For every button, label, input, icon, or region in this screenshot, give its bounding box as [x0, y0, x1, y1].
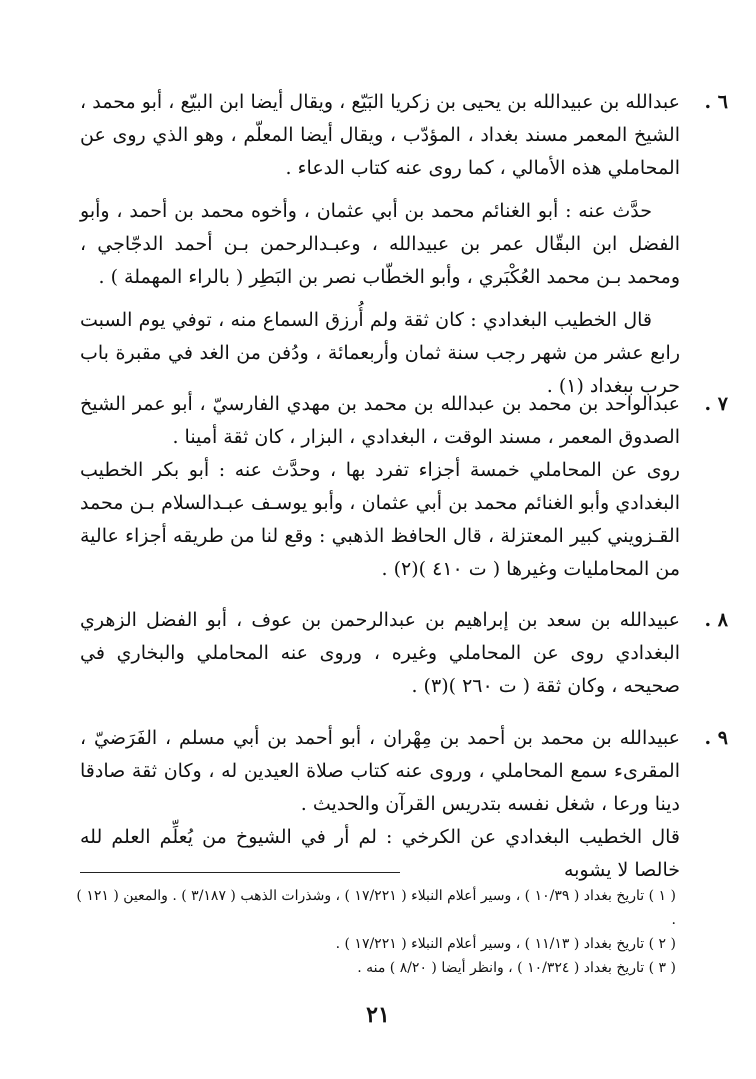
entry-paragraph: عبدالله بن عبيدالله بن يحيى بن زكريا البَيّع ، ويقال أيضا ابن البيّع ، أبو محمد ، الشيخ المعمر مسند بغداد ، المؤدّب ، ويقال أيضا المعلّم ، وهو الذي روى عن المحاملي هذه الأمالي ، كما روى عنه كتاب الدعاء . [80, 91, 680, 179]
footnotes [70, 884, 676, 980]
entry-paragraph: عبيدالله بن سعد بن إبراهيم بن عبدالرحمن بن عوف ، أبو الفضل الزهري البغدادي روى عن المحاملي وغيره ، وروى عنه المحاملي والبخاري في صحيحه ، وكان ثقة ( ت ٢٦٠ )(٣) . [80, 609, 680, 697]
entry-6 [80, 86, 728, 403]
footnote-2: ( ٢ ) تاريخ بغداد ( ١١/١٣ ) ، وسير أعلام النبلاء ( ١٧/٢٢١ ) . [335, 936, 676, 952]
entry-number: ٦ . [704, 91, 728, 113]
entry-paragraph: روى عن المحاملي خمسة أجزاء تفرد بها ، وحدَّث عنه : أبو بكر الخطيب البغدادي وأبو الغنائم محمد بن أبي عثمان ، وأبو يوسـف عبـدالسلام بـن محمد القـزويني كبير المعتزلة ، قال الحافظ الذهبي : وقع لنا من طريقه أجزاء عالية من المحامليات وغيرها ( ت ٤١٠ )(٢) . [80, 459, 680, 580]
entry-7 [80, 388, 728, 586]
entry-number: ٧ . [704, 393, 728, 415]
entry-number: ٩ . [704, 727, 728, 749]
entry-8 [80, 604, 728, 703]
entry-9 [80, 722, 728, 887]
footnote-3: ( ٣ ) تاريخ بغداد ( ١٠/٣٢٤ ) ، وانظر أيضا ( ٨/٢٠ ) منه . [357, 960, 676, 976]
entry-paragraph: قال الخطيب البغدادي : كان ثقة ولم أُرزق السماع منه ، توفي يوم السبت رابع عشر من شهر رجب سنة ثمان وأربعمائة ، ودُفن من الغد في مقبرة باب حرب ببغداد (١) . [80, 309, 680, 397]
entry-paragraph: عبيدالله بن محمد بن أحمد بن مِهْران ، أبو أحمد بن أبي مسلم ، الفَرَضيّ ، المقرىء سمع المحاملي ، وروى عنه كتاب صلاة العيدين له ، وكان ثقة صادقا دينا ورعا ، شغل نفسه بتدريس القرآن والحديث . [80, 727, 680, 815]
footnote-1: ( ١ ) تاريخ بغداد ( ١٠/٣٩ ) ، وسير أعلام النبلاء ( ١٧/٢٢١ ) ، وشذرات الذهب ( ٣/١٨٧ ) . والمعين ( ١٢١ ) . [76, 888, 676, 928]
entry-number: ٨ . [704, 609, 728, 631]
entry-paragraph: حدَّث عنه : أبو الغنائم محمد بن أبي عثمان ، وأخوه محمد بن أحمد ، وأبو الفضل ابن البقّال عمر بن عبيدالله ، وعبـدالرحمن بـن أحمد الدجّاجي ، ومحمد بـن محمد العُكْبَري ، وأبو الخطّاب نصر بن البَطِر ( بالراء المهملة ) . [80, 200, 680, 288]
page-number: ٢١ [366, 1002, 390, 1028]
footnote-divider [80, 872, 400, 873]
entry-paragraph: عبدالواحد بن محمد بن عبدالله بن محمد بن مهدي الفارسيّ ، أبو عمر الشيخ الصدوق المعمر ، مسند الوقت ، البغدادي ، البزار ، كان ثقة أمينا . [80, 393, 680, 448]
entry-paragraph: قال الخطيب البغدادي عن الكرخي : لم أر في الشيوخ من يُعلِّم العلم لله خالصا لا يشوبه [80, 826, 680, 881]
